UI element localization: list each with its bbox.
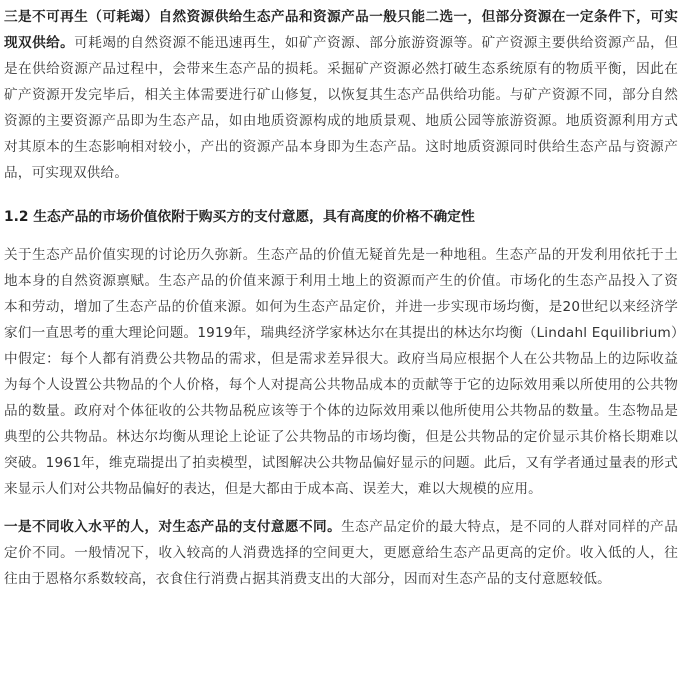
section-heading: 1.2 生态产品的市场价值依附于购买方的支付意愿，具有高度的价格不确定性 [4, 209, 475, 225]
paragraph-willingness-to-pay [4, 514, 678, 592]
paragraph-lead-bold: 三是不可再生（可耗竭）自然资源供给生态产品和资源产品一般只能二选一，但部分资源在一定条件下，可实现双供给。 [4, 9, 678, 51]
paragraph-lead-bold: 一是不同收入水平的人，对生态产品的支付意愿不同。 [4, 519, 342, 535]
paragraph-body: 生态产品定价的最大特点，是不同的人群对同样的产品定价不同。一般情况下，收入较高的人消费选择的空间更大，更愿意给生态产品更高的定价。收入低的人，往往由于恩格尔系数较高，衣食住行消费占据其消费支出的大部分，因而对生态产品的支付意愿较低。 [4, 519, 678, 587]
paragraph-dual-supply [4, 0, 678, 186]
paragraph-body: 可耗竭的自然资源不能迅速再生，如矿产资源、部分旅游资源等。矿产资源主要供给资源产品，但是在供给资源产品过程中，会带来生态产品的损耗。采掘矿产资源必然打破生态系统原有的物质平衡，因此在矿产资源开发完毕后，相关主体需要进行矿山修复，以恢复其生态产品供给功能。与矿产资源不同，部分自然资源的主要资源产品即为生态产品，如由地质资源构成的地质景观、地质公园等旅游资源。地质资源利用方式对其原本的生态影响相对较小，产出的资源产品本身即为生态产品。这时地质资源同时供给生态产品与资源产品，可实现双供给。 [4, 35, 678, 181]
paragraph-value-realization: 关于生态产品价值实现的讨论历久弥新。生态产品的价值无疑首先是一种地租。生态产品的开发利用依托于土地本身的自然资源禀赋。生态产品的价值来源于利用土地上的资源而产生的价值。市场化的生态产品投入了资本和劳动，增加了生态产品的价值来源。如何为生态产品定价，并进一步实现市场均衡，是20世纪以来经济学家们一直思考的重大理论问题。1919年，瑞典经济学家林达尔在其提出的林达尔均衡（Lindahl Equilibrium）中假定：每个人都有消费公共物品的需求，但是需求差异很大。政府当局应根据个人在公共物品上的边际收益为每个人设置公共物品的个人价格，每个人对提高公共物品成本的贡献等于它的边际效用乘以所使用的公共物品的数量。政府对个体征收的公共物品税应该等于个体的边际效用乘以他所使用公共物品的数量。生态物品是典型的公共物品。林达尔均衡从理论上论证了公共物品的市场均衡，但是公共物品的定价显示其价格长期难以突破。1961年，维克瑞提出了拍卖模型，试图解决公共物品偏好显示的问题。此后，又有学者通过量表的形式来显示人们对公共物品偏好的表达，但是大都由于成本高、误差大，难以大规模的应用。 [4, 247, 678, 497]
